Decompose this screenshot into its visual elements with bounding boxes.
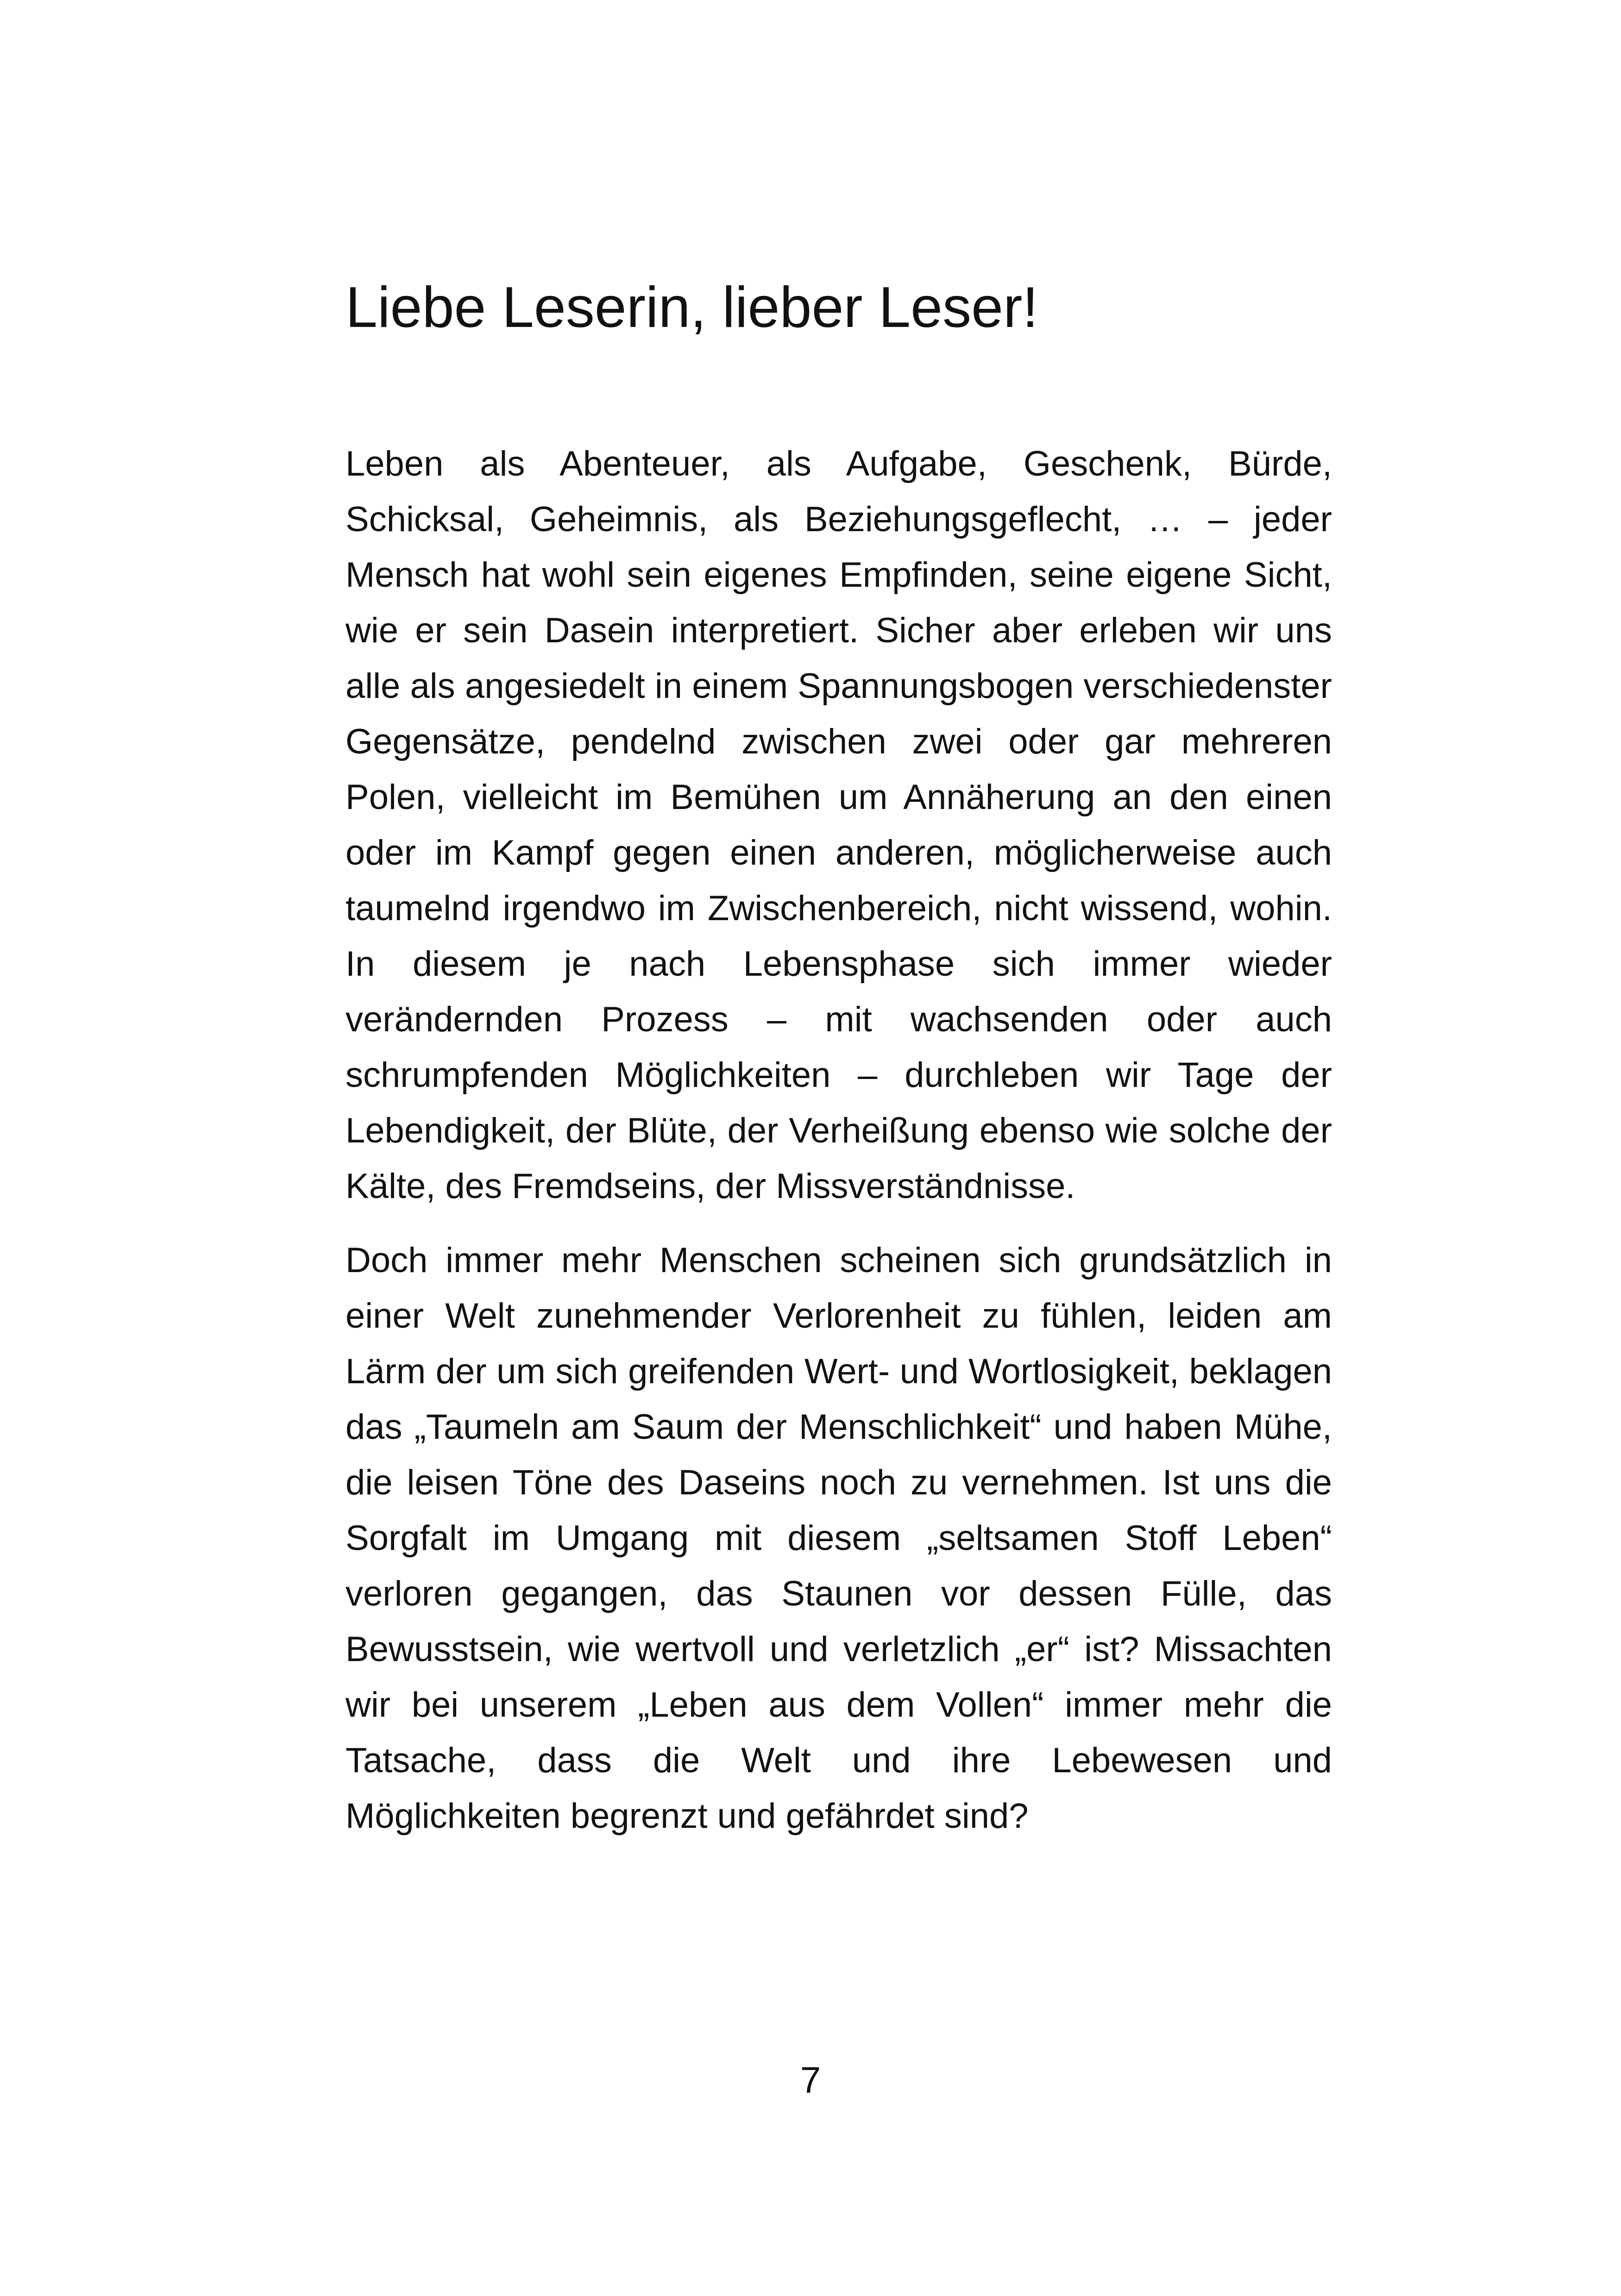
paragraph-1: Leben als Abenteuer, als Aufgabe, Geschenk, Bürde, Schicksal, Geheimnis, als Beziehungsgeflecht, … – jeder Mensch hat wohl sein eigenes Empfinden, seine eigene Sicht, wie er sein Dasein interpretiert. Sicher aber erleben wir uns alle als angesiedelt in einem Spannungsbogen verschiedenster Gegensätze, pendelnd zwischen zwei oder gar mehreren Polen, vielleicht im Bemühen um Annäherung an den einen oder im Kampf gegen einen anderen, möglicherweise auch taumelnd irgendwo im Zwischenbereich, nicht wissend, wohin. In diesem je nach Lebensphase sich immer wieder verändernden Prozess – mit wachsenden oder auch schrumpfenden Möglichkeiten – durchleben wir Tage der Lebendigkeit, der Blüte, der Verheißung ebenso wie solche der Kälte, des Fremdseins, der Missverständnisse.: [346, 444, 1332, 1206]
paragraph-2: Doch immer mehr Menschen scheinen sich grundsätzlich in einer Welt zunehmender Verlorenheit zu fühlen, leiden am Lärm der um sich greifenden Wert- und Wortlosigkeit, beklagen das „Taumeln am Saum der Menschlichkeit“ und haben Mühe, die leisen Töne des Daseins noch zu vernehmen. Ist uns die Sorgfalt im Umgang mit diesem „seltsamen Stoff Leben“ verloren gegangen, das Staunen vor dessen Fülle, das Bewusstsein, wie wertvoll und verletzlich „er“ ist? Missachten wir bei unserem „Leben aus dem Vollen“ immer mehr die Tatsache, dass die Welt und ihre Lebewesen und Möglichkeiten begrenzt und gefährdet sind?: [346, 1241, 1332, 1836]
page-number: 7: [800, 2059, 821, 2101]
page-title: Liebe Leserin, lieber Leser!: [346, 276, 1038, 339]
body-text: [346, 436, 1332, 1844]
